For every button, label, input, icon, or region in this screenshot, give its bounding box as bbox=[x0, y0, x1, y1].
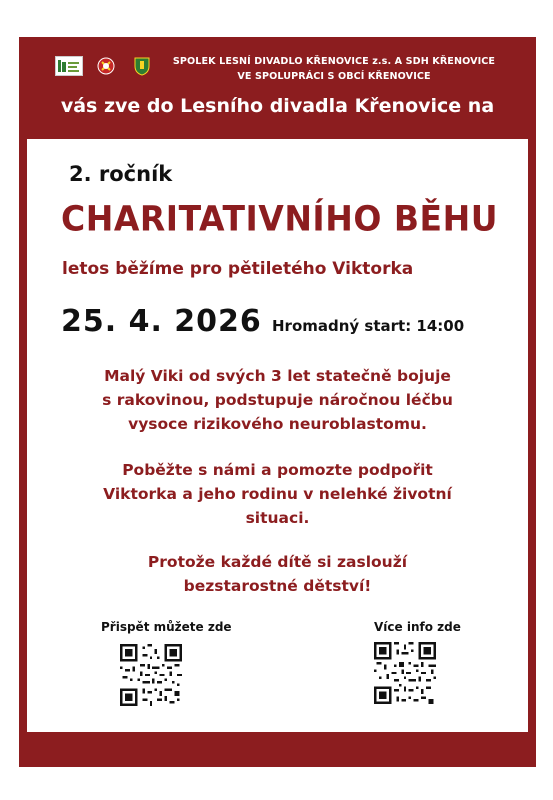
organizer-line-2: VE SPOLUPRÁCI S OBCÍ KŘENOVICE bbox=[237, 71, 431, 82]
donate-label: Přispět můžete zde bbox=[101, 620, 232, 634]
organizer-text bbox=[169, 54, 499, 84]
cta-line: Viktorka a jeho rodinu v nelehké životní bbox=[103, 485, 452, 503]
event-headline: CHARITATIVNÍHO BĚHU bbox=[61, 198, 498, 239]
event-date: 25. 4. 2026 bbox=[61, 304, 262, 339]
donate-qr-code-icon[interactable] bbox=[119, 644, 183, 706]
info-qr-code-icon[interactable] bbox=[373, 642, 437, 704]
info-label: Více info zde bbox=[374, 620, 461, 634]
story-line: s rakovinou, podstupuje náročnou léčbu bbox=[102, 391, 453, 409]
poster bbox=[19, 37, 536, 767]
beneficiary-line: letos běžíme pro pětiletého Viktorka bbox=[62, 259, 414, 279]
logos bbox=[55, 56, 155, 76]
cta-line: Poběžte s námi a pomozte podpořit bbox=[122, 461, 433, 479]
story-line: Malý Viki od svých 3 let statečně bojuje bbox=[104, 367, 451, 385]
sdh-logo-icon bbox=[93, 57, 119, 75]
call-to-action-paragraph bbox=[47, 458, 508, 530]
organizer-line-1: SPOLEK LESNÍ DIVADLO KŘENOVICE z.s. A SDH KŘENOVICE bbox=[172, 56, 496, 67]
invitation-line: vás zve do Lesního divadla Křenovice na bbox=[60, 95, 495, 117]
story-line: vysoce rizikového neuroblastomu. bbox=[128, 415, 427, 433]
story-paragraph bbox=[47, 364, 508, 436]
start-time: Hromadný start: 14:00 bbox=[272, 317, 465, 335]
content-panel bbox=[27, 139, 528, 732]
closing-line: Protože každé dítě si zaslouží bbox=[147, 553, 408, 571]
cta-line: situaci. bbox=[245, 509, 310, 527]
closing-paragraph bbox=[47, 550, 508, 598]
obec-krenovice-coat-of-arms-icon bbox=[129, 57, 155, 75]
lesni-divadlo-logo-icon bbox=[55, 56, 83, 76]
closing-line: bezstarostné dětství! bbox=[183, 577, 372, 595]
edition-label: 2. ročník bbox=[69, 162, 173, 186]
